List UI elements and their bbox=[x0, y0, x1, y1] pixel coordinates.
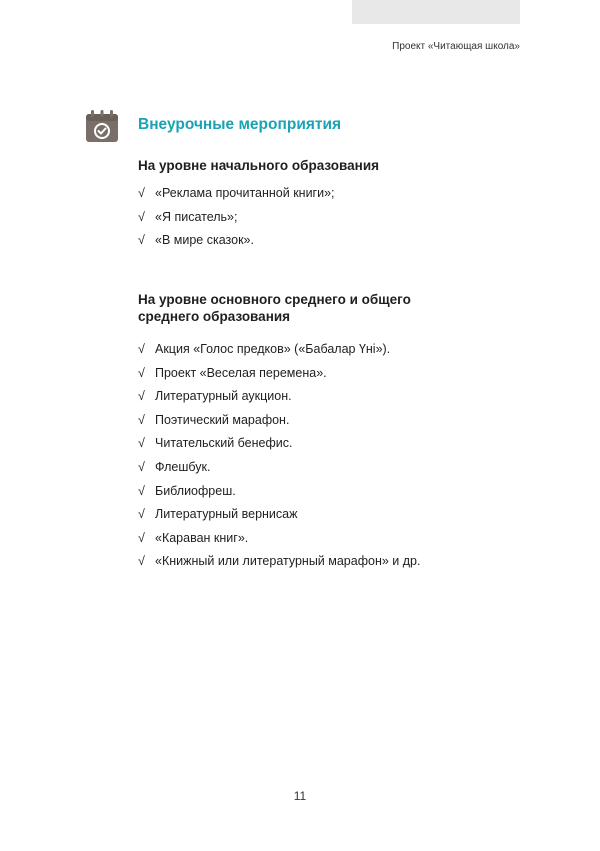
list-item: √ Читательский бенефис. bbox=[138, 436, 293, 451]
group-heading-primary: На уровне начального образования bbox=[138, 158, 380, 173]
calendar-check-icon bbox=[85, 109, 119, 143]
list-item: √ «Реклама прочитанной книги»; bbox=[138, 186, 335, 200]
section-title: Внеурочные мероприятия bbox=[138, 116, 342, 133]
list-item: √ «Караван книг». bbox=[138, 530, 249, 545]
check-mark-icon: √ bbox=[138, 342, 145, 356]
header-bar bbox=[352, 0, 520, 24]
check-mark-icon: √ bbox=[138, 186, 145, 200]
check-mark-icon: √ bbox=[138, 365, 145, 380]
list-item: √ «Книжный или литературный марафон» и др. bbox=[138, 554, 421, 569]
check-mark-icon: √ bbox=[138, 412, 145, 427]
check-mark-icon: √ bbox=[138, 530, 145, 545]
check-mark-icon: √ bbox=[138, 233, 145, 248]
list-item: √ Библиофреш. bbox=[138, 483, 236, 498]
list-item: √ Флешбук. bbox=[138, 459, 211, 474]
check-mark-icon: √ bbox=[138, 209, 145, 224]
list-secondary bbox=[138, 342, 420, 578]
check-mark-icon: √ bbox=[138, 507, 145, 522]
list-item: √ «В мире сказок». bbox=[138, 233, 254, 248]
list-item: √ Акция «Голос предков» («Бабалар Үні»). bbox=[138, 342, 391, 356]
list-item: √ Литературный вернисаж bbox=[138, 507, 298, 522]
list-item: √ «Я писатель»; bbox=[138, 209, 238, 224]
page-number: 11 bbox=[293, 789, 307, 803]
list-item: √ Проект «Веселая перемена». bbox=[138, 365, 327, 380]
group-heading-secondary: На уровне основного среднего и общего среднего образования bbox=[138, 292, 411, 324]
list-primary bbox=[138, 186, 335, 257]
check-mark-icon: √ bbox=[138, 459, 145, 474]
check-mark-icon: √ bbox=[138, 389, 145, 404]
check-mark-icon: √ bbox=[138, 436, 145, 451]
check-mark-icon: √ bbox=[138, 483, 145, 498]
running-header: Проект «Читающая школа» bbox=[392, 41, 520, 52]
list-item: √ Поэтический марафон. bbox=[138, 412, 290, 427]
check-mark-icon: √ bbox=[138, 554, 145, 569]
list-item: √ Литературный аукцион. bbox=[138, 389, 292, 404]
